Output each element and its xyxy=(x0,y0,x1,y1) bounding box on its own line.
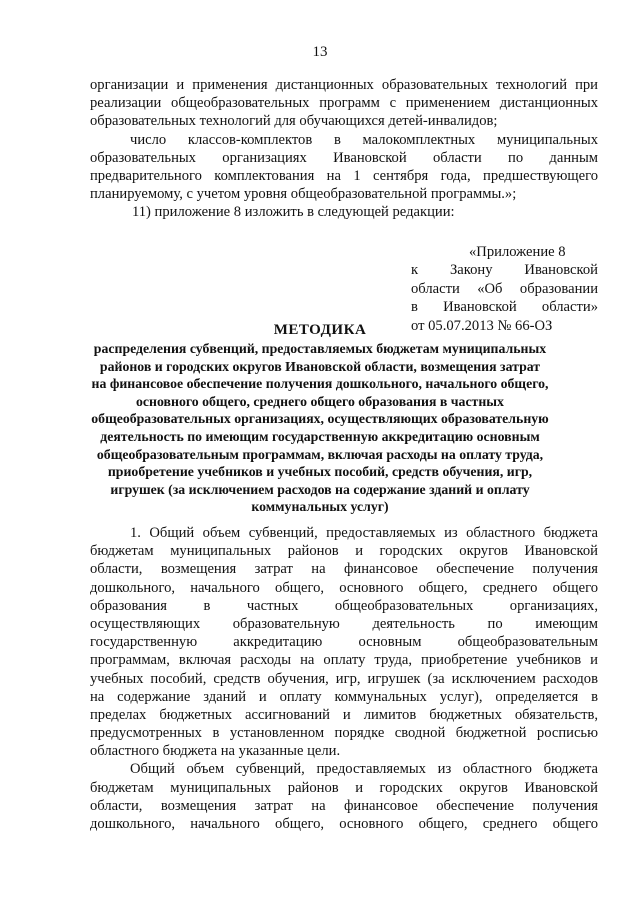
heading-line: коммунальных услуг) xyxy=(251,499,389,515)
text-line: число классов-комплектов в малокомплектных муниципальных xyxy=(130,131,598,148)
page-number: 13 xyxy=(312,44,328,60)
text-line: областного бюджета на указанные цели. xyxy=(90,743,341,760)
text-line: реализации общеобразовательных программ с применением дистанционных xyxy=(90,95,598,112)
heading-line: районов и городских округов Ивановской области, возмещения затрат xyxy=(99,358,541,374)
methodology-heading xyxy=(60,340,580,516)
document-title: МЕТОДИКА xyxy=(273,322,367,338)
heading-line: приобретение учебников и учебных пособий, средств обучения, игр, xyxy=(107,464,533,480)
body-paragraphs xyxy=(90,524,598,833)
text-line: бюджетам муниципальных районов и городских округов Ивановской xyxy=(90,779,598,796)
appendix-line: от 05.07.2013 № 66-ОЗ xyxy=(411,317,553,334)
intro-paragraphs xyxy=(90,76,598,222)
heading-line: общеобразовательных организациях, осуществляющих образовательную xyxy=(91,411,549,427)
text-line: учебных пособий, средств обучения, игр, игрушек (за исключением расходов xyxy=(90,670,598,687)
text-line: программам, включая расходы на оплату труда, приобретение учебников и xyxy=(90,652,598,669)
appendix-label: «Приложение 8 xyxy=(469,244,566,260)
text-line: пределах бюджетных ассигнований и лимитов бюджетных обязательств, xyxy=(90,706,598,723)
text-line: предусмотренных в установленном порядке сводной бюджетной росписью xyxy=(90,725,598,742)
text-line: планируемому, с учетом уровня общеобразовательной программы.»; xyxy=(90,186,517,203)
text-line: дошкольного, начального общего, основного общего, среднего общего xyxy=(90,816,598,832)
text-line: на содержание зданий и оплату коммунальных услуг), определяется в xyxy=(90,688,598,705)
heading-line: игрушек (за исключением расходов на содержание зданий и оплату xyxy=(110,481,530,497)
text-line: 1. Общий объем субвенций, предоставляемых из областного бюджета xyxy=(130,525,598,541)
text-line: осуществляющих образовательную деятельность по имеющим xyxy=(90,615,598,632)
heading-line: на финансовое обеспечение получения дошкольного, начального общего, xyxy=(91,376,549,392)
text-line: дошкольного, начального общего, основного общего, среднего общего xyxy=(90,579,598,596)
heading-line: деятельность по имеющим государственную аккредитацию основным xyxy=(100,428,540,444)
heading-line: общеобразовательным программам, включая расходы на оплату труда, xyxy=(96,446,544,462)
text-line: предварительного комплектования на 1 сентября года, предшествующего xyxy=(90,167,598,184)
text-line: области, возмещения затрат на финансовое обеспечение получения xyxy=(90,561,598,578)
appendix-line: к Закону Ивановской xyxy=(411,262,598,279)
text-line: государственную аккредитацию основным общеобразовательным xyxy=(90,634,598,651)
amendment-line: 11) приложение 8 изложить в следующей редакции: xyxy=(132,204,455,221)
text-line: бюджетам муниципальных районов и городских округов Ивановской xyxy=(90,543,598,560)
appendix-line: области «Об образовании xyxy=(411,280,598,297)
appendix-line: в Ивановской области» xyxy=(411,299,598,316)
text-line: области, возмещения затрат на финансовое обеспечение получения xyxy=(90,797,598,814)
text-line: образовательных организациях Ивановской области по данным xyxy=(90,149,598,166)
text-line: организации и применения дистанционных образовательных технологий при xyxy=(90,77,598,93)
heading-line: основного общего, среднего общего образования в частных xyxy=(136,393,504,409)
text-line: Общий объем субвенций, предоставляемых из областного бюджета xyxy=(130,761,598,778)
heading-line: распределения субвенций, предоставляемых бюджетам муниципальных xyxy=(93,341,547,356)
text-line: образовательных технологий для обучающихся детей-инвалидов; xyxy=(90,113,498,130)
text-line: образования в частных общеобразовательных организациях, xyxy=(90,597,598,614)
